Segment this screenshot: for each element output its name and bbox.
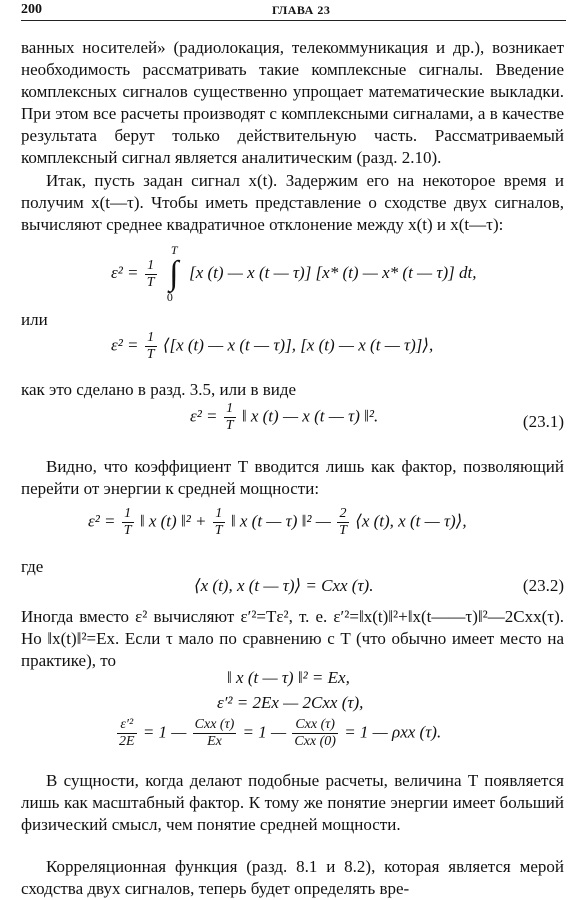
eq1-frac-num: 1 [145, 258, 157, 275]
integral-upper-limit: T [170, 243, 178, 257]
equation-8 [115, 717, 441, 750]
equation-5: ⟨x (t), x (t — τ)⟩ = Cxx (τ). [194, 576, 374, 595]
eq3-lhs: ε² = [190, 406, 218, 426]
eq1-frac-den: T [146, 274, 155, 290]
paragraph-5: Иногда вместо ε² вычисляют ε′²=Tε², т. е. ε′²=‖x(t)‖²+‖x(t——τ)‖²—2Cxx(τ). Но ‖x(t)‖²=Ex. Если τ мало по сравнению с T (что обычно имеет место на практике), то [21, 607, 564, 670]
paragraph-4: Видно, что коэффициент T вводится лишь как фактор, позволяющий перейти от энергии к средней мощности: [21, 457, 564, 498]
equation-2 [111, 330, 433, 363]
eq2-lhs: ε² = [111, 335, 139, 355]
eq4-f1-num: 1 [122, 506, 134, 523]
eq2-frac-num: 1 [145, 330, 157, 347]
equation-4 [88, 506, 467, 539]
eq1-lhs: ε² = [111, 262, 139, 282]
eq8-part-1: = 1 — [142, 722, 187, 742]
word-ili: или [21, 310, 48, 329]
equation-number-23-1: (23.1) [522, 412, 564, 431]
eq4-f2-num: 1 [213, 506, 225, 523]
eq8-f1-den: 2E [119, 734, 135, 749]
eq4-part-2: ‖ x (t — τ) ‖² — [230, 511, 331, 531]
integral-lower-limit: 0 [166, 290, 173, 304]
eq8-fraction-2 [193, 717, 237, 750]
eq1-fraction [145, 258, 157, 291]
page-header [21, 2, 566, 21]
eq8-f1-num: ε′² [117, 717, 137, 734]
equation-1 [111, 243, 477, 304]
eq3-frac-num: 1 [224, 401, 236, 418]
eq4-part-1: ‖ x (t) ‖² + [139, 511, 207, 531]
chapter-title: ГЛАВА 23 [272, 3, 331, 17]
eq3-body: ‖ x (t) — x (t — τ) ‖². [241, 406, 379, 426]
eq1-body: [x (t) — x (t — τ)] [x* (t) — x* (t — τ)] dt, [189, 262, 477, 282]
equation-3 [190, 401, 378, 434]
eq4-part-3: ⟨x (t), x (t — τ)⟩, [355, 511, 467, 531]
eq8-fraction-3 [292, 717, 338, 750]
paragraph-1: ванных носителей» (радиолокация, телекоммуникация и др.), возникает необходимость рассматривать такие комплексные сигналы. Введение комплексных сигналов существенно упрощает математические выкладки. При этом все расчеты производят с комплексными сигналами, а в качестве результата берут только действительную часть. Рассматриваемый комплексный сигнал является аналитическим (разд. 2.10). [21, 38, 564, 167]
integral-sign [165, 243, 183, 304]
paragraph-6: В сущности, когда делают подобные расчеты, величина T появляется лишь как масштабный фактор. К тому же понятие энергии имеет больший физический смысл, чем понятие средней мощности. [21, 771, 564, 834]
eq8-f3-num: Cxx (τ) [292, 717, 338, 734]
eq8-f3-den: Cxx (0) [294, 734, 336, 749]
eq4-fraction-2 [213, 506, 225, 539]
eq2-body: ⟨[x (t) — x (t — τ)], [x (t) — x (t — τ)]⟩, [162, 335, 434, 355]
eq4-f2-den: T [214, 523, 223, 538]
paragraph-3: как это сделано в разд. 3.5, или в виде [21, 380, 297, 399]
eq4-lhs: ε² = [88, 511, 116, 531]
paragraph-2: Итак, пусть задан сигнал x(t). Задержим его на некоторое время и получим x(t—τ). Чтобы иметь представление о сходстве двух сигналов, вычисляют среднее квадратичное отклонение между x(t) и x(t—τ): [21, 171, 564, 234]
eq2-fraction [145, 330, 157, 363]
eq3-fraction [224, 401, 236, 434]
eq8-f2-den: Ex [207, 734, 222, 749]
eq4-fraction-1 [122, 506, 134, 539]
eq8-f2-num: Cxx (τ) [194, 717, 235, 732]
page-number: 200 [21, 2, 42, 17]
eq4-fraction-3 [337, 506, 349, 539]
eq4-f3-num: 2 [337, 506, 349, 523]
word-gde: где [21, 557, 44, 576]
paragraph-7: Корреляционная функция (разд. 8.1 и 8.2), которая является мерой сходства двух сигналов, теперь будет определять вре- [21, 857, 564, 898]
eq8-part-2: = 1 — [242, 722, 287, 742]
eq3-frac-den: T [225, 418, 234, 433]
eq2-frac-den: T [146, 347, 155, 362]
equation-6: ‖ x (t — τ) ‖² = Ex, [227, 668, 350, 687]
eq4-f3-den: T [339, 523, 347, 538]
equation-7: ε′² = 2Ex — 2Cxx (τ), [217, 693, 364, 712]
eq8-fraction-1 [117, 717, 137, 750]
eq4-f1-den: T [123, 523, 132, 538]
equation-number-23-2: (23.2) [522, 576, 564, 595]
eq8-part-3: = 1 — ρxx (τ). [344, 722, 442, 742]
integral-symbol-icon: ∫ [169, 255, 179, 292]
